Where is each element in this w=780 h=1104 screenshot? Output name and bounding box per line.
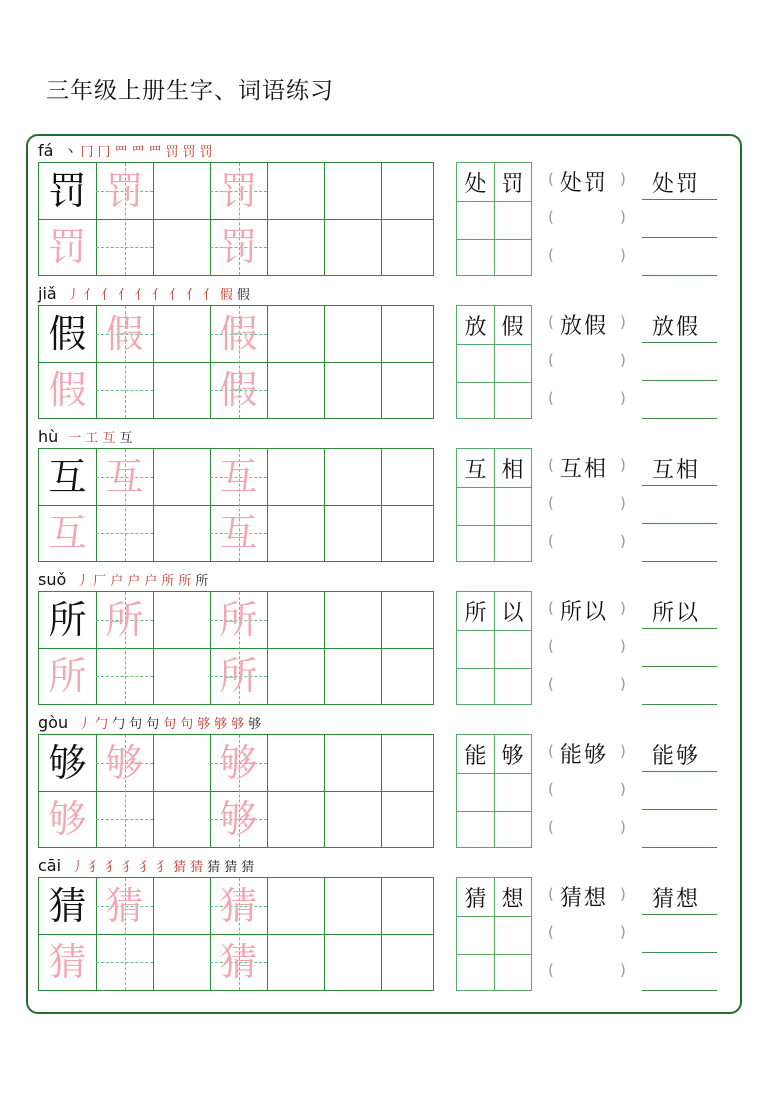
paren-left: ( bbox=[548, 599, 554, 617]
writing-line[interactable] bbox=[642, 523, 717, 524]
underline-word: 猜想 bbox=[652, 887, 701, 912]
pinyin: hù bbox=[38, 426, 59, 446]
trace-character: 罚 bbox=[219, 225, 258, 269]
stroke-step: 够 bbox=[231, 716, 245, 732]
stroke-step: 所 bbox=[161, 573, 175, 589]
stroke-step: 罒 bbox=[114, 144, 128, 160]
word-char: 放 bbox=[464, 315, 487, 340]
char-section bbox=[0, 136, 780, 276]
stroke-step: 句 bbox=[180, 716, 194, 732]
stroke-order-line bbox=[38, 711, 265, 733]
paren-word: 处罚 bbox=[560, 171, 609, 196]
paren-right: ) bbox=[620, 313, 626, 331]
trace-character: 所 bbox=[219, 654, 258, 698]
word-grid bbox=[456, 305, 532, 419]
stroke-order-line bbox=[38, 282, 254, 304]
paren-column bbox=[548, 591, 626, 705]
stroke-step: 句 bbox=[129, 716, 143, 732]
grid-line bbox=[457, 916, 531, 917]
stroke-step: 亻 bbox=[83, 287, 97, 303]
paren-right: ) bbox=[620, 246, 626, 264]
practice-grid bbox=[38, 591, 434, 705]
paren-left: ( bbox=[548, 208, 554, 226]
writing-line[interactable] bbox=[642, 561, 717, 562]
writing-line[interactable] bbox=[642, 275, 717, 276]
writing-line[interactable] bbox=[642, 666, 717, 667]
paren-right: ) bbox=[620, 170, 626, 188]
stroke-step: 够 bbox=[214, 716, 228, 732]
stroke-step: 罚 bbox=[182, 144, 196, 160]
paren-right: ) bbox=[620, 637, 626, 655]
trace-character: 罚 bbox=[219, 169, 258, 213]
paren-right: ) bbox=[620, 494, 626, 512]
paren-right: ) bbox=[620, 208, 626, 226]
writing-line[interactable] bbox=[642, 771, 717, 772]
underline-column bbox=[642, 162, 717, 276]
paren-left: ( bbox=[548, 923, 554, 941]
paren-left: ( bbox=[548, 389, 554, 407]
stroke-step: 犭 bbox=[139, 859, 153, 875]
writing-line[interactable] bbox=[642, 914, 717, 915]
guide-line bbox=[96, 962, 153, 963]
paren-left: ( bbox=[548, 313, 554, 331]
stroke-step: 丿 bbox=[66, 287, 80, 303]
paren-word: 所以 bbox=[560, 600, 609, 625]
paren-word: 互相 bbox=[560, 457, 609, 482]
practice-grid bbox=[38, 162, 434, 276]
grid-line bbox=[457, 201, 531, 202]
char-section bbox=[0, 279, 780, 419]
paren-right: ) bbox=[620, 742, 626, 760]
underline-column bbox=[642, 734, 717, 848]
stroke-step: 亻 bbox=[151, 287, 165, 303]
model-character: 所 bbox=[48, 598, 87, 642]
stroke-step: 互 bbox=[119, 430, 133, 446]
paren-left: ( bbox=[548, 246, 554, 264]
stroke-step: 句 bbox=[146, 716, 160, 732]
trace-character: 罚 bbox=[48, 225, 87, 269]
stroke-step: 猜 bbox=[224, 859, 238, 875]
stroke-step: 工 bbox=[85, 430, 99, 446]
paren-left: ( bbox=[548, 456, 554, 474]
paren-right: ) bbox=[620, 599, 626, 617]
word-grid bbox=[456, 162, 532, 276]
stroke-step: 户 bbox=[144, 573, 158, 589]
writing-line[interactable] bbox=[642, 418, 717, 419]
char-section bbox=[0, 565, 780, 705]
writing-line[interactable] bbox=[642, 380, 717, 381]
practice-grid bbox=[38, 734, 434, 848]
stroke-step: 丿 bbox=[78, 716, 92, 732]
grid-line bbox=[457, 630, 531, 631]
stroke-step: 罒 bbox=[148, 144, 162, 160]
writing-line[interactable] bbox=[642, 952, 717, 953]
grid-line bbox=[457, 525, 531, 526]
trace-character: 互 bbox=[219, 455, 258, 499]
practice-grid bbox=[38, 877, 434, 991]
trace-character: 互 bbox=[48, 511, 87, 555]
model-character: 罚 bbox=[48, 169, 87, 213]
paren-word: 放假 bbox=[560, 314, 609, 339]
underline-word: 能够 bbox=[652, 744, 701, 769]
trace-character: 够 bbox=[219, 741, 258, 785]
paren-left: ( bbox=[548, 675, 554, 693]
word-char: 能 bbox=[464, 744, 487, 769]
stroke-step: 冂 bbox=[97, 144, 111, 160]
guide-line bbox=[96, 390, 153, 391]
underline-column bbox=[642, 877, 717, 991]
trace-character: 猜 bbox=[105, 884, 144, 928]
stroke-step: 够 bbox=[248, 716, 262, 732]
trace-character: 假 bbox=[48, 368, 87, 412]
practice-grid bbox=[38, 305, 434, 419]
stroke-step: 猜 bbox=[190, 859, 204, 875]
char-section bbox=[0, 708, 780, 848]
trace-character: 罚 bbox=[105, 169, 144, 213]
writing-line[interactable] bbox=[642, 809, 717, 810]
stroke-step: 丿 bbox=[71, 859, 85, 875]
writing-line[interactable] bbox=[642, 199, 717, 200]
trace-character: 所 bbox=[219, 598, 258, 642]
trace-character: 假 bbox=[219, 368, 258, 412]
paren-left: ( bbox=[548, 742, 554, 760]
paren-left: ( bbox=[548, 494, 554, 512]
word-char: 处 bbox=[464, 172, 487, 197]
paren-right: ) bbox=[620, 780, 626, 798]
trace-character: 互 bbox=[219, 511, 258, 555]
word-grid bbox=[456, 734, 532, 848]
stroke-step: 户 bbox=[127, 573, 141, 589]
stroke-step: 句 bbox=[163, 716, 177, 732]
trace-character: 猜 bbox=[219, 884, 258, 928]
stroke-step: 猜 bbox=[241, 859, 255, 875]
word-char: 所 bbox=[464, 601, 487, 626]
underline-column bbox=[642, 305, 717, 419]
grid-line bbox=[457, 487, 531, 488]
stroke-order-line bbox=[38, 854, 258, 876]
paren-left: ( bbox=[548, 885, 554, 903]
stroke-step: 厂 bbox=[93, 573, 107, 589]
stroke-step: 假 bbox=[219, 287, 233, 303]
stroke-step: 亻 bbox=[185, 287, 199, 303]
pinyin: jiǎ bbox=[38, 283, 57, 303]
word-char: 以 bbox=[501, 601, 524, 626]
stroke-step: 罒 bbox=[131, 144, 145, 160]
stroke-step: 罚 bbox=[199, 144, 213, 160]
writing-line[interactable] bbox=[642, 990, 717, 991]
word-grid bbox=[456, 877, 532, 991]
char-section bbox=[0, 422, 780, 562]
word-char: 罚 bbox=[501, 172, 524, 197]
paren-column bbox=[548, 877, 626, 991]
stroke-step: 亻 bbox=[100, 287, 114, 303]
paren-column bbox=[548, 734, 626, 848]
grid-line bbox=[457, 344, 531, 345]
stroke-step: 勹 bbox=[112, 716, 126, 732]
stroke-step: 互 bbox=[102, 430, 116, 446]
paren-right: ) bbox=[620, 961, 626, 979]
stroke-step: 够 bbox=[197, 716, 211, 732]
paren-word: 能够 bbox=[560, 743, 609, 768]
paren-word: 猜想 bbox=[560, 886, 609, 911]
word-char: 想 bbox=[501, 887, 524, 912]
paren-right: ) bbox=[620, 389, 626, 407]
paren-left: ( bbox=[548, 532, 554, 550]
trace-character: 假 bbox=[219, 312, 258, 356]
guide-line bbox=[96, 247, 153, 248]
stroke-step: 户 bbox=[110, 573, 124, 589]
paren-right: ) bbox=[620, 818, 626, 836]
stroke-step: 所 bbox=[195, 573, 209, 589]
model-character: 够 bbox=[48, 741, 87, 785]
trace-character: 所 bbox=[48, 654, 87, 698]
word-char: 相 bbox=[501, 458, 524, 483]
stroke-order-line bbox=[38, 568, 212, 590]
underline-column bbox=[642, 591, 717, 705]
trace-character: 互 bbox=[105, 455, 144, 499]
writing-line[interactable] bbox=[642, 485, 717, 486]
stroke-step: 犭 bbox=[105, 859, 119, 875]
pinyin: gòu bbox=[38, 712, 69, 732]
stroke-step: 丶 bbox=[63, 144, 77, 160]
grid-line bbox=[457, 954, 531, 955]
stroke-step: 猜 bbox=[207, 859, 221, 875]
stroke-step: 丿 bbox=[76, 573, 90, 589]
guide-line bbox=[96, 533, 153, 534]
paren-right: ) bbox=[620, 885, 626, 903]
stroke-step: 勹 bbox=[95, 716, 109, 732]
pinyin: cāi bbox=[38, 855, 62, 875]
pinyin: suǒ bbox=[38, 569, 67, 589]
grid-line bbox=[457, 382, 531, 383]
paren-right: ) bbox=[620, 532, 626, 550]
stroke-step: 亻 bbox=[134, 287, 148, 303]
paren-column bbox=[548, 448, 626, 562]
model-character: 互 bbox=[48, 455, 87, 499]
underline-word: 所以 bbox=[652, 601, 701, 626]
paren-left: ( bbox=[548, 818, 554, 836]
trace-character: 猜 bbox=[219, 940, 258, 984]
trace-character: 所 bbox=[105, 598, 144, 642]
stroke-step: 罚 bbox=[165, 144, 179, 160]
stroke-step: 一 bbox=[68, 430, 82, 446]
stroke-step: 亻 bbox=[168, 287, 182, 303]
paren-right: ) bbox=[620, 351, 626, 369]
pinyin: fá bbox=[38, 140, 54, 160]
grid-line bbox=[457, 239, 531, 240]
guide-line bbox=[96, 676, 153, 677]
underline-word: 互相 bbox=[652, 458, 701, 483]
page-title: 三年级上册生字、词语练习 bbox=[46, 78, 334, 104]
stroke-step: 所 bbox=[178, 573, 192, 589]
guide-line bbox=[96, 819, 153, 820]
stroke-step: 犭 bbox=[156, 859, 170, 875]
word-char: 互 bbox=[464, 458, 487, 483]
trace-character: 猜 bbox=[48, 940, 87, 984]
underline-column bbox=[642, 448, 717, 562]
word-char: 够 bbox=[501, 744, 524, 769]
stroke-step: 亻 bbox=[117, 287, 131, 303]
paren-left: ( bbox=[548, 780, 554, 798]
word-char: 假 bbox=[501, 315, 524, 340]
trace-character: 够 bbox=[105, 741, 144, 785]
trace-character: 够 bbox=[48, 797, 87, 841]
paren-right: ) bbox=[620, 675, 626, 693]
paren-left: ( bbox=[548, 961, 554, 979]
trace-character: 够 bbox=[219, 797, 258, 841]
model-character: 猜 bbox=[48, 884, 87, 928]
writing-line[interactable] bbox=[642, 628, 717, 629]
paren-column bbox=[548, 162, 626, 276]
practice-grid bbox=[38, 448, 434, 562]
stroke-step: 假 bbox=[236, 287, 250, 303]
trace-character: 假 bbox=[105, 312, 144, 356]
stroke-order-line bbox=[38, 425, 136, 447]
writing-line[interactable] bbox=[642, 847, 717, 848]
writing-line[interactable] bbox=[642, 237, 717, 238]
paren-column bbox=[548, 305, 626, 419]
stroke-order-line bbox=[38, 139, 217, 161]
paren-left: ( bbox=[548, 170, 554, 188]
paren-left: ( bbox=[548, 351, 554, 369]
stroke-step: 猜 bbox=[173, 859, 187, 875]
stroke-step: 犭 bbox=[88, 859, 102, 875]
stroke-step: 犭 bbox=[122, 859, 136, 875]
char-section bbox=[0, 851, 780, 991]
paren-left: ( bbox=[548, 637, 554, 655]
model-character: 假 bbox=[48, 312, 87, 356]
stroke-step: 冂 bbox=[80, 144, 94, 160]
word-char: 猜 bbox=[464, 887, 487, 912]
word-grid bbox=[456, 448, 532, 562]
paren-right: ) bbox=[620, 456, 626, 474]
grid-line bbox=[457, 773, 531, 774]
writing-line[interactable] bbox=[642, 342, 717, 343]
underline-word: 放假 bbox=[652, 315, 701, 340]
stroke-step: 亻 bbox=[202, 287, 216, 303]
writing-line[interactable] bbox=[642, 704, 717, 705]
word-grid bbox=[456, 591, 532, 705]
paren-right: ) bbox=[620, 923, 626, 941]
grid-line bbox=[457, 668, 531, 669]
grid-line bbox=[457, 811, 531, 812]
underline-word: 处罚 bbox=[652, 172, 701, 197]
